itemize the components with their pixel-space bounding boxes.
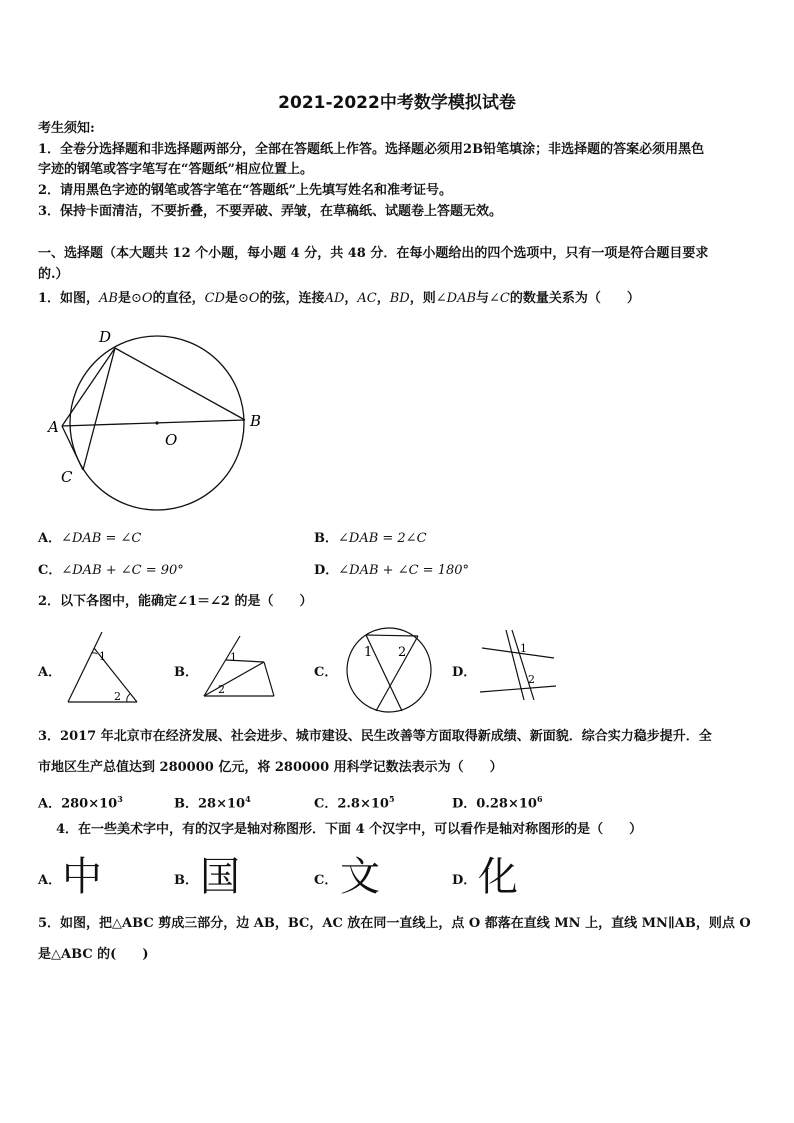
q1-option-a[interactable]	[38, 530, 141, 548]
q1-seg: 是	[118, 291, 132, 306]
q1-seg: AD	[324, 291, 345, 306]
q4-option-b-label[interactable]: B．	[174, 873, 198, 888]
option-value: 0.28×10	[476, 796, 537, 812]
option-expr: ∠DAB = ∠C	[61, 531, 142, 546]
option-exponent: 5	[388, 794, 395, 804]
label-b: B	[250, 412, 262, 430]
q1-seg: 的数量关系为（ ）	[509, 291, 640, 306]
angle-1-label: 1	[364, 645, 373, 660]
option-exponent: 6	[536, 794, 543, 804]
q1-seg: AC	[357, 291, 377, 306]
option-exponent: 4	[245, 794, 251, 804]
option-letter: C．	[314, 796, 338, 812]
option-value: 280×10	[61, 796, 118, 812]
q2-option-a-label[interactable]: A．	[38, 665, 62, 680]
q4-option-d-char: 化	[478, 854, 518, 900]
center-point	[155, 421, 158, 424]
q3-option-b[interactable]	[174, 790, 251, 813]
option-expr: ∠DAB + ∠C = 180°	[338, 563, 470, 578]
option-letter: A．	[38, 796, 62, 812]
q1-seg: ，	[376, 291, 390, 306]
q1-option-c[interactable]	[38, 562, 184, 580]
segment-db	[115, 348, 245, 420]
option-value: 28×10	[198, 796, 246, 812]
label-d: D	[99, 328, 112, 346]
section-heading-cont: 的.）	[38, 267, 69, 282]
angle-1-label: 1	[99, 650, 106, 663]
question-5-text-cont: 是△ABC 的( )	[38, 947, 149, 962]
q4-option-c-char: 文	[340, 854, 380, 900]
q2-figure-c	[342, 624, 438, 716]
q4-option-c-label[interactable]: C．	[314, 873, 338, 888]
option-expr: ∠DAB = 2∠C	[338, 531, 427, 546]
label-a: A	[48, 418, 59, 436]
q1-option-d[interactable]	[314, 562, 469, 580]
q1-option-b[interactable]	[314, 530, 427, 548]
option-letter: B．	[174, 796, 198, 812]
q1-seg: 与	[476, 291, 490, 306]
notice-item-2: 2．请用黑色字迹的钢笔或答字笔在“答题纸”上先填写姓名和准考证号。	[38, 183, 453, 198]
segment-dc	[83, 348, 115, 470]
option-expr: ∠DAB + ∠C = 90°	[61, 563, 184, 578]
q3-option-d[interactable]	[452, 790, 543, 813]
q1-seg: 的弦，连接	[259, 291, 325, 306]
q1-seg: 的直径，	[152, 291, 205, 306]
option-letter: A．	[38, 531, 62, 546]
q1-seg: ∠DAB	[435, 291, 477, 306]
q1-seg: AB	[99, 291, 118, 306]
q1-seg: ⊙O	[131, 291, 153, 306]
page-title: 2021-2022中考数学模拟试卷	[278, 93, 516, 113]
option-letter: B．	[314, 531, 338, 546]
q1-seg: CD	[204, 291, 225, 306]
question-5-text: 5．如图，把△ABC 剪成三部分，边 AB，BC，AC 放在同一直线上，点 O 都落在直线 MN 上，直线 MN∥AB，则点 O	[38, 916, 751, 931]
q2-option-d-label[interactable]: D．	[452, 665, 477, 680]
q3-option-c[interactable]	[314, 790, 395, 813]
q1-circle-figure	[40, 320, 270, 520]
option-letter: D．	[314, 563, 339, 578]
q1-seg: ，	[344, 291, 358, 306]
angle-2-label: 2	[398, 645, 407, 660]
q4-option-b-char: 国	[200, 854, 240, 900]
question-4-text: 4．在一些美术字中，有的汉字是轴对称图形．下面 4 个汉字中，可以看作是轴对称图形的是（ ）	[56, 822, 643, 837]
segment-ac	[62, 426, 83, 470]
question-3-text-cont: 市地区生产总值达到 280000 亿元，将 280000 用科学记数法表示为（ ）	[38, 760, 503, 775]
q4-option-d-label[interactable]: D．	[452, 873, 477, 888]
option-exponent: 3	[117, 794, 123, 804]
angle-2-label: 2	[528, 673, 535, 686]
question-3-text: 3．2017 年北京市在经济发展、社会进步、城市建设、民生改善等方面取得新成绩、新面貌．综合实力稳步提升．全	[38, 729, 712, 744]
q2-figure-b	[198, 630, 282, 702]
option-letter: C．	[38, 563, 62, 578]
question-1-text	[38, 290, 640, 308]
notice-item-1-cont: 字迹的钢笔或答字笔写在“答题纸”相应位置上。	[38, 162, 313, 177]
q1-seg: 1．如图，	[38, 291, 100, 306]
q1-seg: BD	[389, 291, 410, 306]
q1-seg: ⊙O	[237, 291, 260, 306]
notice-item-1: 1．全卷分选择题和非选择题两部分，全部在答题纸上作答。选择题必须用2B铅笔填涂；非选择题的答案必须用黑色	[38, 142, 705, 157]
segment-ad	[62, 348, 115, 426]
label-c: C	[61, 468, 73, 486]
q2-figure-d	[478, 628, 558, 700]
q1-seg: ，则	[409, 291, 436, 306]
angle-1-label: 1	[230, 651, 237, 664]
q2-option-c-label[interactable]: C．	[314, 665, 338, 680]
notice-item-3: 3．保持卡面清洁，不要折叠，不要弄破、弄皱，在草稿纸、试题卷上答题无效。	[38, 204, 503, 219]
q2-option-b-label[interactable]: B．	[174, 665, 198, 680]
angle-1-label: 1	[520, 642, 527, 655]
label-o: O	[165, 431, 178, 449]
notice-heading: 考生须知:	[38, 121, 95, 136]
q4-option-a-label[interactable]: A．	[38, 873, 62, 888]
q2-figure-a	[64, 630, 144, 708]
option-value: 2.8×10	[337, 796, 389, 812]
angle-2-label: 2	[218, 683, 225, 696]
segment-ab	[62, 420, 245, 426]
angle-2-label: 2	[114, 690, 121, 703]
q1-seg: 是	[224, 291, 238, 306]
question-2-text: 2．以下各图中，能确定∠1＝∠2 的是（ ）	[38, 594, 313, 609]
section-heading: 一、选择题（本大题共 12 个小题，每小题 4 分，共 48 分．在每小题给出的四个选项中，只有一项是符合题目要求	[38, 246, 709, 261]
q1-seg: ∠C	[489, 291, 510, 306]
q4-option-a-char: 中	[62, 854, 102, 900]
option-letter: D．	[452, 796, 477, 812]
q3-option-a[interactable]	[38, 790, 123, 813]
